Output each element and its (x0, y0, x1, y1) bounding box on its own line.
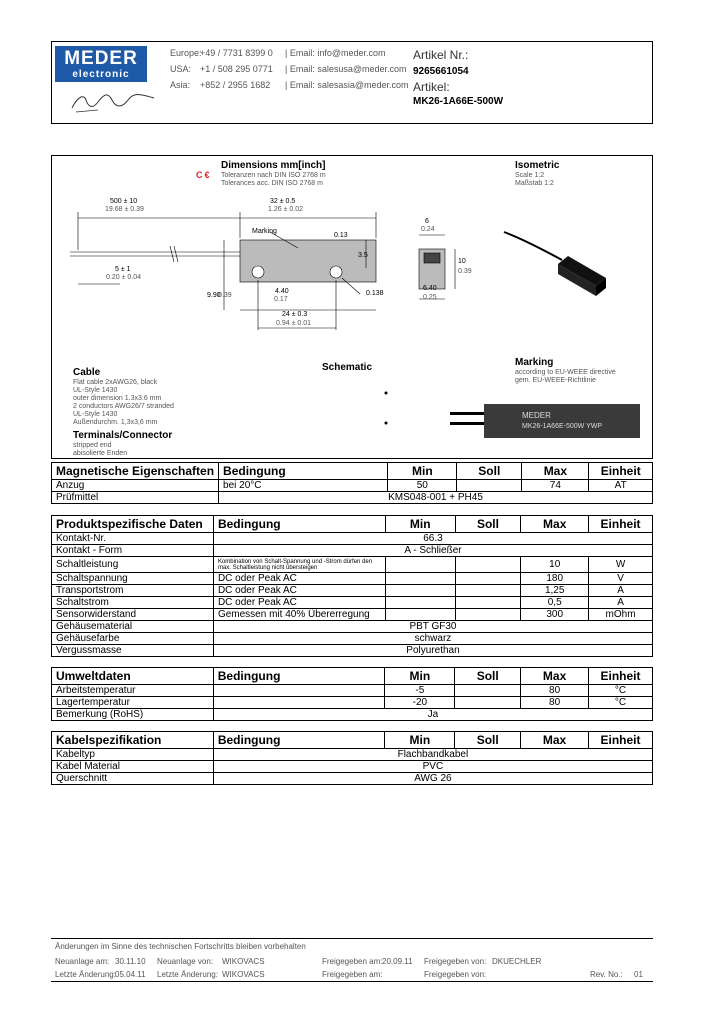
cable-note-1: Flat cable 2xAWG26, black (73, 379, 158, 386)
row-span-value: PVC (213, 761, 652, 773)
ce-mark: C € (196, 170, 210, 180)
col-soll: Soll (455, 668, 521, 685)
schematic-diagram (378, 385, 398, 435)
dim-note-2: Tolerances acc. DIN ISO 2768 m (221, 180, 323, 187)
col-bedingung: Bedingung (213, 516, 385, 533)
magnetic-table (51, 462, 653, 504)
letzte-aenderung-von-value: WIKOVACS (222, 970, 265, 979)
row-name: Gehäusematerial (52, 621, 214, 633)
dim-pitch-in: 0.94 ± 0.01 (276, 320, 311, 327)
row-cond: DC oder Peak AC (213, 573, 385, 585)
contact-europe-region: Europe: (170, 48, 202, 58)
freigegeben-von-label: Freigegeben von: (424, 957, 487, 966)
row-unit: °C (589, 697, 653, 709)
table-row (52, 685, 653, 697)
cable-note-4: 2 conductors AWG26/7 stranded (73, 403, 174, 410)
neuanlage-am-value: 30.11.10 (115, 957, 146, 966)
row-name: Querschnitt (52, 773, 214, 785)
artikel-nr-label: Artikel Nr.: (413, 48, 469, 62)
contact-usa-region: USA: (170, 64, 192, 74)
dim-cable-length-in: 19.68 ± 0.39 (105, 206, 144, 213)
iso-width: 6 (425, 218, 429, 225)
marking-plate-line1: MEDER (522, 411, 551, 420)
freigegeben-am2-label: Freigegeben am: (322, 970, 383, 979)
col-soll: Soll (457, 463, 522, 480)
dim-d3: 0.138 (366, 290, 384, 297)
row-name: Kabeltyp (52, 749, 214, 761)
row-max: 1,25 (521, 585, 589, 597)
terminals-note-1: stripped end (73, 442, 112, 449)
freigegeben-am-label: Freigegeben am: (322, 957, 383, 966)
tagline-icon (68, 86, 158, 114)
row-soll (455, 585, 521, 597)
contact-usa-email[interactable]: | Email: salesusa@meder.com (285, 64, 407, 74)
dim-note-1: Toleranzen nach DIN ISO 2768 m (221, 172, 326, 179)
row-max: 300 (521, 609, 589, 621)
dim-hole-in: 0.17 (274, 296, 288, 303)
row-name: Vergussmasse (52, 645, 214, 657)
terminals-title: Terminals/Connector (73, 430, 173, 441)
row-soll (455, 609, 521, 621)
col-bedingung: Bedingung (219, 463, 388, 480)
row-name: Schaltspannung (52, 573, 214, 585)
marking-plate-line2: MK26-1A66E-500W YWP (522, 423, 603, 430)
environment-table (51, 667, 653, 721)
isometric-title: Isometric (515, 160, 560, 171)
row-name: Prüfmittel (52, 492, 219, 504)
row-soll (455, 573, 521, 585)
row-min: -5 (385, 685, 455, 697)
row-cond (213, 697, 385, 709)
table-row (52, 545, 653, 557)
row-min (385, 573, 455, 585)
dim-hole: 4.40 (275, 288, 289, 295)
row-cond: DC oder Peak AC (213, 585, 385, 597)
table-row (52, 609, 653, 621)
row-name: Gehäusefarbe (52, 633, 214, 645)
row-max: 0,5 (521, 597, 589, 609)
dim-pitch: 24 ± 0.3 (282, 311, 308, 318)
cable-table (51, 731, 653, 785)
table-row (52, 633, 653, 645)
dim-body-length-in: 1.26 ± 0.02 (268, 206, 303, 213)
row-span-value: 66.3 (213, 533, 652, 545)
row-soll (455, 597, 521, 609)
row-unit: °C (589, 685, 653, 697)
row-unit: V (589, 573, 653, 585)
freigegeben-am-value: 20.09.11 (382, 957, 413, 966)
row-name: Schaltleistung (52, 557, 214, 573)
product-table (51, 515, 653, 657)
table-row (52, 557, 653, 573)
row-span-value: Polyurethan (213, 645, 652, 657)
meder-logo (55, 46, 147, 82)
isometric-view (500, 220, 620, 310)
row-span-value: A - Schließer (213, 545, 652, 557)
col-min: Min (385, 516, 455, 533)
iso-bottom: 6.40 (423, 285, 437, 292)
row-cond (213, 685, 385, 697)
col-bedingung: Bedingung (213, 732, 385, 749)
table-row (52, 533, 653, 545)
freigegeben-von-value: DKUECHLER (492, 957, 542, 966)
marking-note-1: according to EU-WEEE directive (515, 369, 616, 376)
row-max: 180 (521, 573, 589, 585)
row-span-value: schwarz (213, 633, 652, 645)
artikel-nr-value: 9265661054 (413, 66, 469, 77)
environment-title: Umweltdaten (52, 668, 214, 685)
col-max: Max (521, 732, 589, 749)
row-soll (455, 557, 521, 573)
row-max: 74 (522, 480, 589, 492)
row-name: Anzug (52, 480, 219, 492)
letzte-aenderung-label: Letzte Änderung: (55, 970, 116, 979)
footer-note: Änderungen im Sinne des technischen Fortschritts bleiben vorbehalten (55, 942, 306, 951)
dim-height: 9.90 (207, 292, 221, 299)
iso-height: 10 (458, 258, 466, 265)
cable-note-3: outer dimension 1.3x3.6 mm (73, 395, 162, 402)
iso-bottom-in: 0.25 (423, 294, 437, 301)
contact-europe-email[interactable]: | Email: info@meder.com (285, 48, 386, 58)
dim-strip: 5 ± 1 (115, 266, 131, 273)
row-unit: mOhm (589, 609, 653, 621)
logo-text-top: MEDER (64, 48, 138, 69)
table-row (52, 597, 653, 609)
row-min (385, 597, 455, 609)
row-soll (455, 697, 521, 709)
dim-marking-label: Marking (252, 228, 277, 235)
row-name: Schaltstrom (52, 597, 214, 609)
footer-bottom-line (51, 981, 653, 982)
contact-asia-region: Asia: (170, 80, 191, 90)
contact-europe-phone: +49 / 7731 8399 0 (200, 48, 273, 58)
row-cond: Gemessen mit 40% Übererregung (213, 609, 385, 621)
col-einheit: Einheit (589, 516, 653, 533)
row-span-value: Ja (213, 709, 652, 721)
col-bedingung: Bedingung (213, 668, 385, 685)
row-soll (457, 480, 522, 492)
row-max: 80 (521, 685, 589, 697)
row-name: Kabel Material (52, 761, 214, 773)
row-min (385, 609, 455, 621)
dim-body-length: 32 ± 0.5 (270, 198, 296, 205)
rev-value: 01 (634, 970, 643, 979)
col-min: Min (385, 732, 455, 749)
table-row (52, 773, 653, 785)
freigegeben-von2-label: Freigegeben von: (424, 970, 487, 979)
marking-title: Marking (515, 357, 554, 368)
artikel-label: Artikel: (413, 80, 450, 94)
cable-title: Cable (73, 367, 101, 378)
row-unit: A (589, 597, 653, 609)
table-row (52, 749, 653, 761)
tagline-signature (68, 86, 158, 114)
table-row (52, 645, 653, 657)
row-min: -20 (385, 697, 455, 709)
logo-text-bottom: electronic (72, 69, 130, 80)
table-row (52, 573, 653, 585)
row-name: Arbeitstemperatur (52, 685, 214, 697)
footer-divider (51, 938, 653, 939)
row-span-value: Flachbandkabel (213, 749, 652, 761)
cable-spec-title: Kabelspezifikation (52, 732, 214, 749)
col-min: Min (385, 668, 455, 685)
row-min (385, 557, 455, 573)
magnetic-title: Magnetische Eigenschaften (52, 463, 219, 480)
col-max: Max (522, 463, 589, 480)
isometric-note-1: Scale 1:2 (515, 172, 545, 179)
artikel-value: MK26-1A66E-500W (413, 96, 504, 107)
cable-note-6: Außendurchm. 1,3x3,6 mm (73, 419, 158, 426)
col-soll: Soll (455, 516, 521, 533)
marking-plate (484, 404, 640, 438)
iso-height-in: 0.39 (458, 268, 472, 275)
row-cond: DC oder Peak AC (213, 597, 385, 609)
row-max: 80 (521, 697, 589, 709)
cable-note-5: UL-Style 1430 (73, 411, 118, 418)
marking-note-2: gem. EU-WEEE-Richtlinie (515, 377, 596, 384)
row-name: Kontakt-Nr. (52, 533, 214, 545)
schematic-title: Schematic (322, 362, 373, 373)
col-min: Min (388, 463, 457, 480)
contact-asia-phone: +852 / 2955 1682 (200, 80, 271, 90)
dim-d2: 3.5 (358, 252, 368, 259)
table-row (52, 492, 653, 504)
row-unit: W (589, 557, 653, 573)
table-row (52, 621, 653, 633)
dimensions-title: Dimensions mm[inch] (221, 160, 326, 171)
row-soll (455, 685, 521, 697)
dim-d1: 0.13 (334, 232, 348, 239)
row-name: Lagertemperatur (52, 697, 214, 709)
terminals-note-2: abisolierte Enden (73, 450, 128, 457)
row-min (385, 585, 455, 597)
row-unit: A (589, 585, 653, 597)
neuanlage-von-value: WIKOVACS (222, 957, 265, 966)
col-einheit: Einheit (589, 668, 653, 685)
row-cond: bei 20°C (219, 480, 388, 492)
table-row (52, 480, 653, 492)
table-row (52, 761, 653, 773)
contact-asia-email[interactable]: | Email: salesasia@meder.com (285, 80, 409, 90)
row-max: 10 (521, 557, 589, 573)
row-name: Bemerkung (RoHS) (52, 709, 214, 721)
contact-usa-phone: +1 / 508 295 0771 (200, 64, 273, 74)
row-name: Sensorwiderstand (52, 609, 214, 621)
col-soll: Soll (455, 732, 521, 749)
product-title: Produktspezifische Daten (52, 516, 214, 533)
table-row (52, 697, 653, 709)
dim-cable-length: 500 ± 10 (110, 198, 138, 205)
cable-note-2: UL-Style 1430 (73, 387, 118, 394)
table-row (52, 709, 653, 721)
col-einheit: Einheit (589, 463, 653, 480)
row-name: Transportstrom (52, 585, 214, 597)
table-row (52, 585, 653, 597)
letzte-aenderung-von-label: Letzte Änderung: (157, 970, 218, 979)
row-name: Kontakt - Form (52, 545, 214, 557)
iso-width-in: 0.24 (421, 226, 435, 233)
row-unit: AT (589, 480, 653, 492)
neuanlage-am-label: Neuanlage am: (55, 957, 110, 966)
letzte-aenderung-value: 05.04.11 (115, 970, 146, 979)
neuanlage-von-label: Neuanlage von: (157, 957, 214, 966)
col-max: Max (521, 668, 589, 685)
row-span-value: AWG 26 (213, 773, 652, 785)
row-span-value: PBT GF30 (213, 621, 652, 633)
row-min: 50 (388, 480, 457, 492)
marking-cable-bottom (450, 422, 484, 425)
col-max: Max (521, 516, 589, 533)
isometric-note-2: Maßstab 1:2 (515, 180, 554, 187)
dim-strip-in: 0.20 ± 0.04 (106, 274, 141, 281)
row-cond: Kombination von Schalt-Spannung und -Strom dürfen den max. Schaltleistung nicht übersteigen (213, 557, 385, 573)
col-einheit: Einheit (589, 732, 653, 749)
row-span-value: KMS048-001 + PH45 (219, 492, 653, 504)
rev-label: Rev. No.: (590, 970, 623, 979)
marking-cable-top (450, 412, 484, 415)
dim-height-in: 0.39 (218, 292, 232, 299)
